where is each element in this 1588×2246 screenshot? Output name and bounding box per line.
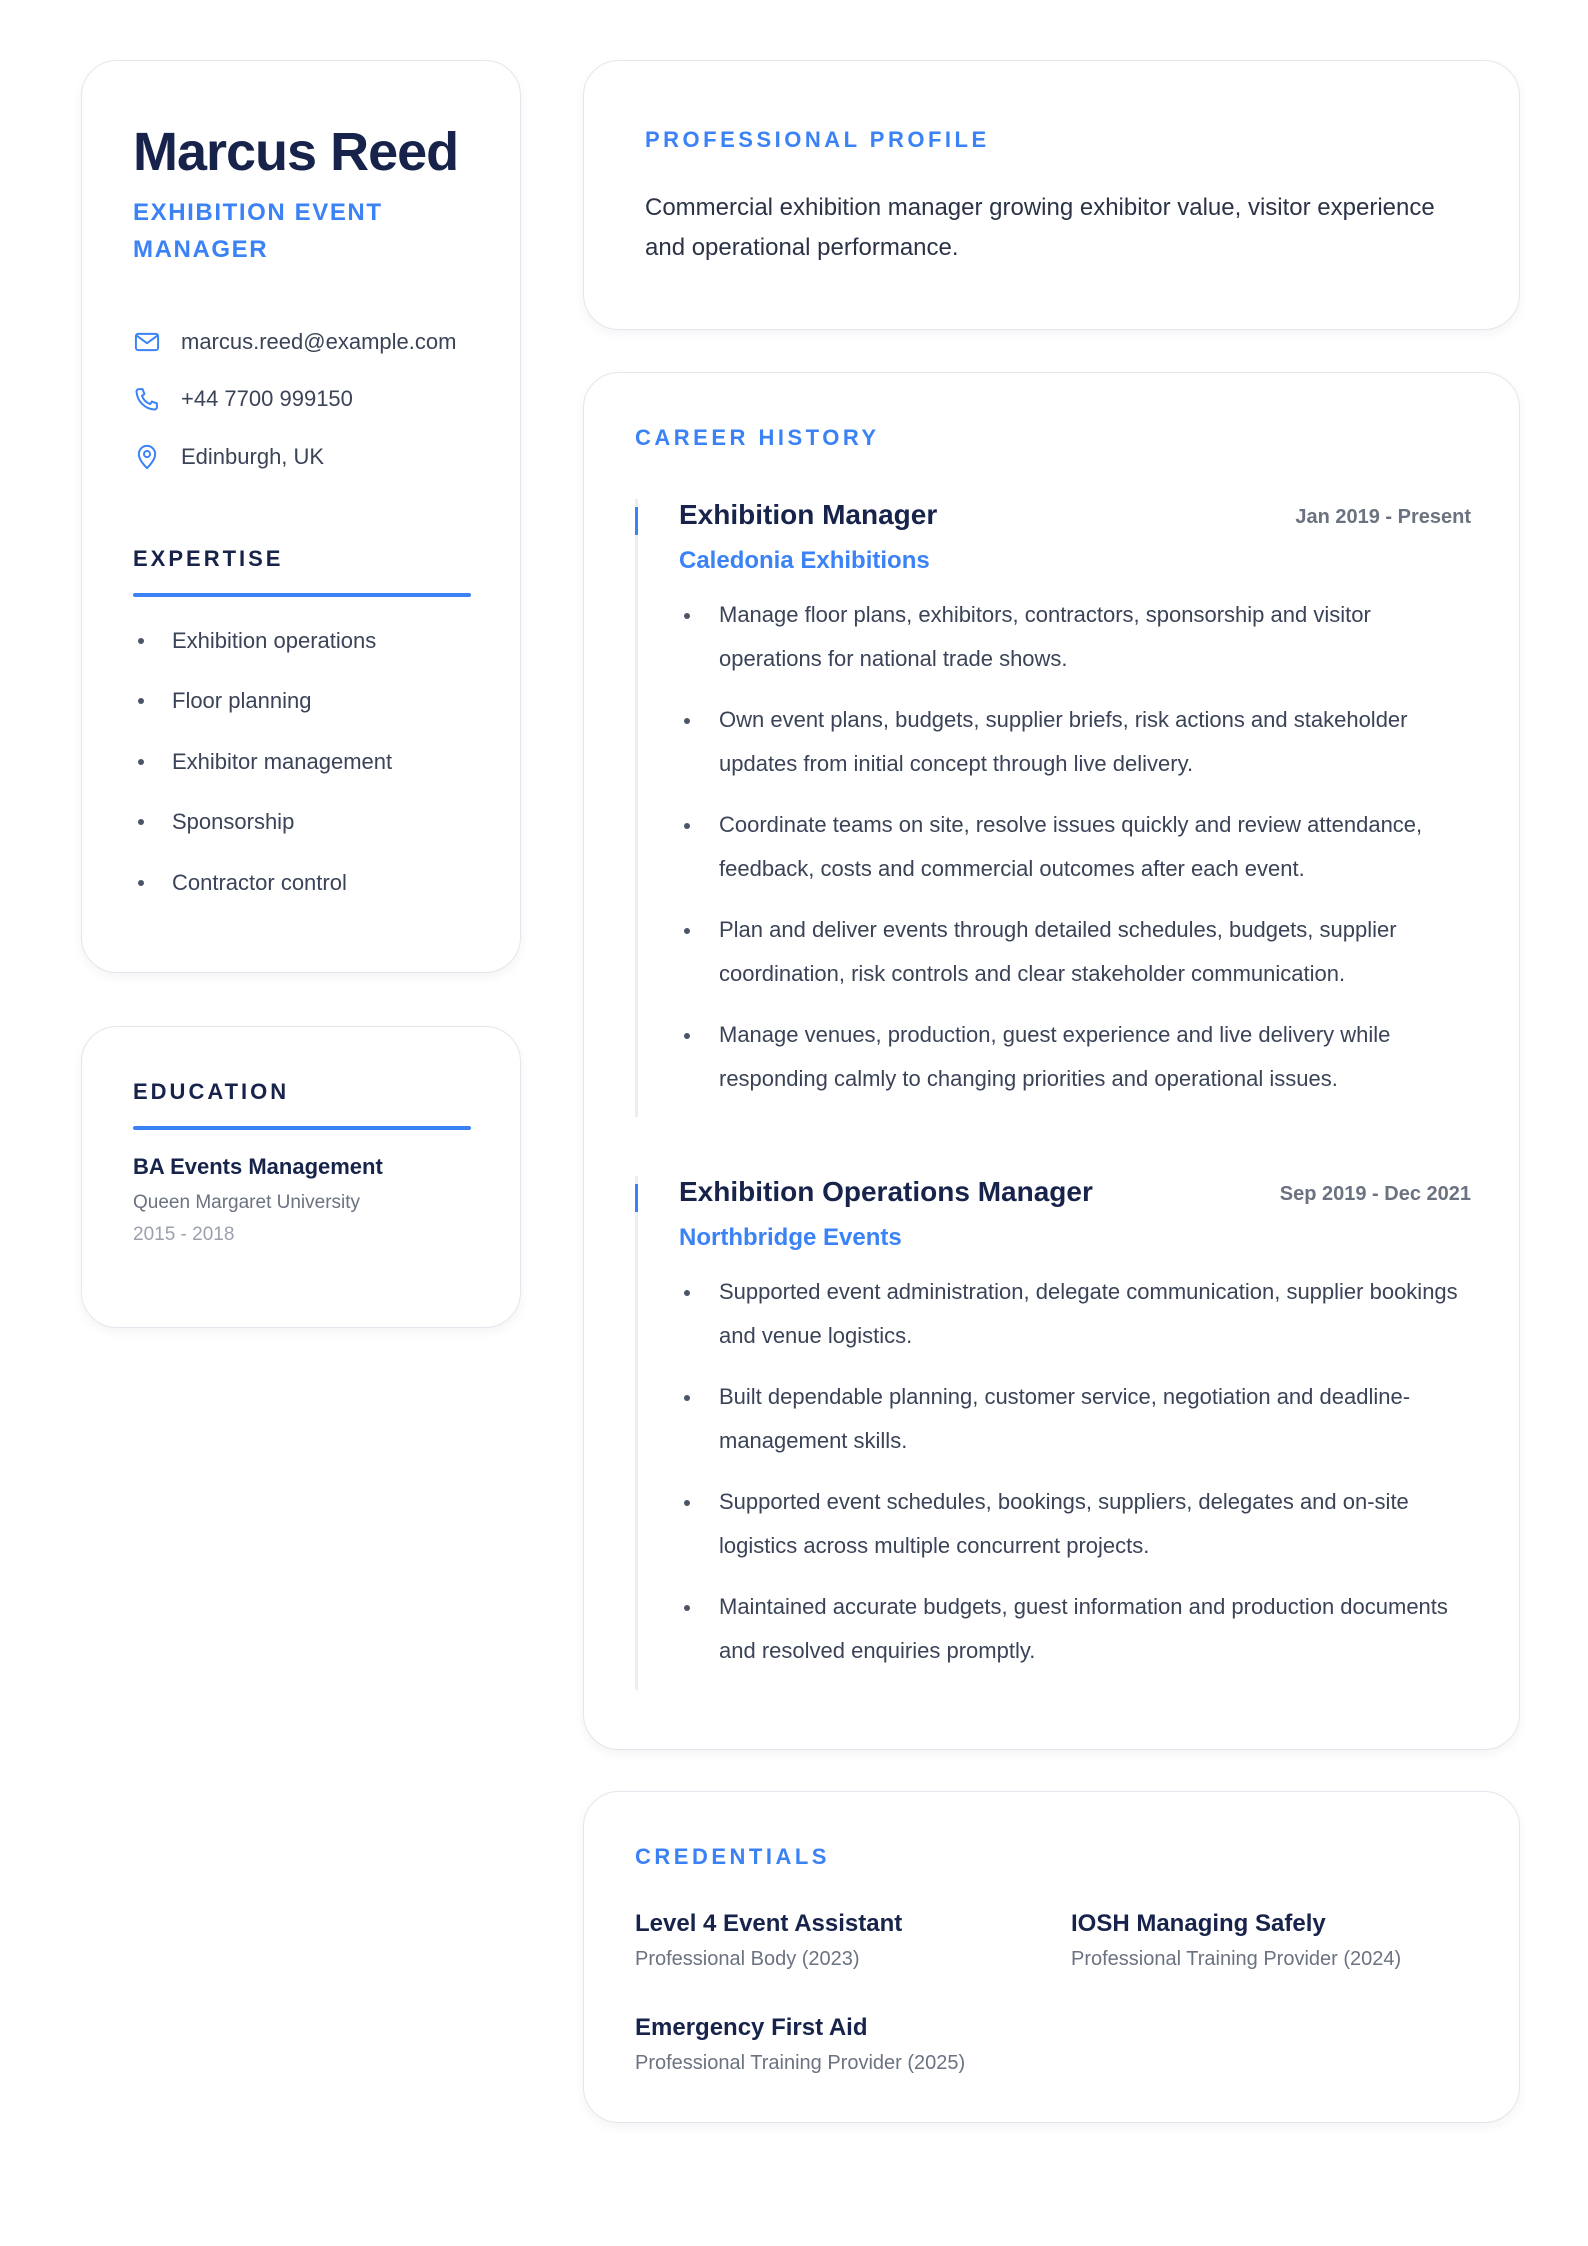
contact-phone[interactable] (133, 384, 353, 414)
credentials-heading: CREDENTIALS (635, 1844, 830, 1869)
skill-item: Contractor control (133, 870, 347, 896)
summary-heading: PROFESSIONAL PROFILE (645, 127, 990, 152)
expertise-divider (133, 593, 471, 597)
job-dates: Jan 2019 - Present (1295, 506, 1471, 528)
mail-icon (133, 328, 161, 356)
job-bullet: Maintained accurate budgets, guest information and production documents and resolved enquiries promptly. (679, 1585, 1469, 1673)
credential-item (635, 2014, 1035, 2075)
job-role: Exhibition Manager (679, 499, 938, 530)
skill-item: Sponsorship (133, 809, 294, 835)
job-bullet: Manage floor plans, exhibitors, contractors, sponsorship and visitor operations for national trade shows. (679, 593, 1469, 681)
degree-title: BA Events Management (133, 1154, 383, 1179)
job-bullet: Coordinate teams on site, resolve issues quickly and review attendance, feedback, costs and commercial outcomes after each event. (679, 803, 1469, 891)
credential-issuer: Professional Training Provider (2024) (1071, 1948, 1402, 1970)
job-bullet: Supported event administration, delegate communication, supplier bookings and venue logistics. (679, 1270, 1469, 1358)
job-bullets (679, 1270, 1469, 1690)
credential-issuer: Professional Training Provider (2025) (635, 2052, 966, 2074)
education-divider (133, 1126, 471, 1130)
credential-title: Level 4 Event Assistant (635, 1910, 903, 1937)
summary-text: Commercial exhibition manager growing exhibitor value, visitor experience and operational performance. (645, 194, 1435, 261)
candidate-title: EXHIBITION EVENT MANAGER (133, 199, 383, 263)
school-name: Queen Margaret University (133, 1192, 361, 1213)
job-bullet: Plan and deliver events through detailed schedules, budgets, supplier coordination, risk controls and clear stakeholder communication. (679, 908, 1469, 996)
job-dates: Sep 2019 - Dec 2021 (1279, 1183, 1471, 1205)
phone-text: +44 7700 999150 (181, 386, 353, 411)
job-bullet: Own event plans, budgets, supplier briefs, risk actions and stakeholder updates from initial concept through live delivery. (679, 698, 1469, 786)
job-bullet: Built dependable planning, customer service, negotiation and deadline-management skills. (679, 1375, 1469, 1463)
job-company: Caledonia Exhibitions (679, 547, 930, 574)
contact-location (133, 442, 324, 472)
credentials-card (583, 1791, 1520, 2123)
education-heading: EDUCATION (133, 1079, 290, 1104)
skill-item: Exhibitor management (133, 749, 392, 775)
location-text: Edinburgh, UK (181, 444, 325, 469)
education-card (81, 1026, 521, 1328)
credential-item (635, 1910, 1035, 1971)
education-years: 2015 - 2018 (133, 1224, 235, 1245)
location-pin-icon (133, 443, 161, 471)
experience-heading: CAREER HISTORY (635, 425, 880, 450)
experience-card (583, 372, 1520, 1750)
timeline-bar (635, 499, 638, 1117)
job-bullet: Manage venues, production, guest experience and live delivery while responding calmly to changing priorities and operational issues. (679, 1013, 1469, 1101)
phone-icon (133, 385, 161, 413)
profile-card (81, 60, 521, 973)
job-bullet: Supported event schedules, bookings, suppliers, delegates and on-site logistics across multiple concurrent projects. (679, 1480, 1469, 1568)
credential-issuer: Professional Body (2023) (635, 1948, 860, 1970)
timeline-bar (635, 1176, 638, 1690)
email-text: marcus.reed@example.com (181, 329, 457, 354)
summary-card (583, 60, 1520, 330)
job-bullets (679, 593, 1469, 1118)
job-role: Exhibition Operations Manager (679, 1176, 1093, 1207)
credential-title: Emergency First Aid (635, 2014, 868, 2041)
candidate-name: Marcus Reed (133, 122, 459, 182)
skill-item: Exhibition operations (133, 628, 376, 654)
credential-item (1071, 1910, 1471, 1971)
skill-item: Floor planning (133, 688, 311, 714)
job-company: Northbridge Events (679, 1224, 902, 1251)
credential-title: IOSH Managing Safely (1071, 1910, 1326, 1937)
contact-email[interactable] (133, 327, 456, 357)
expertise-heading: EXPERTISE (133, 546, 284, 571)
